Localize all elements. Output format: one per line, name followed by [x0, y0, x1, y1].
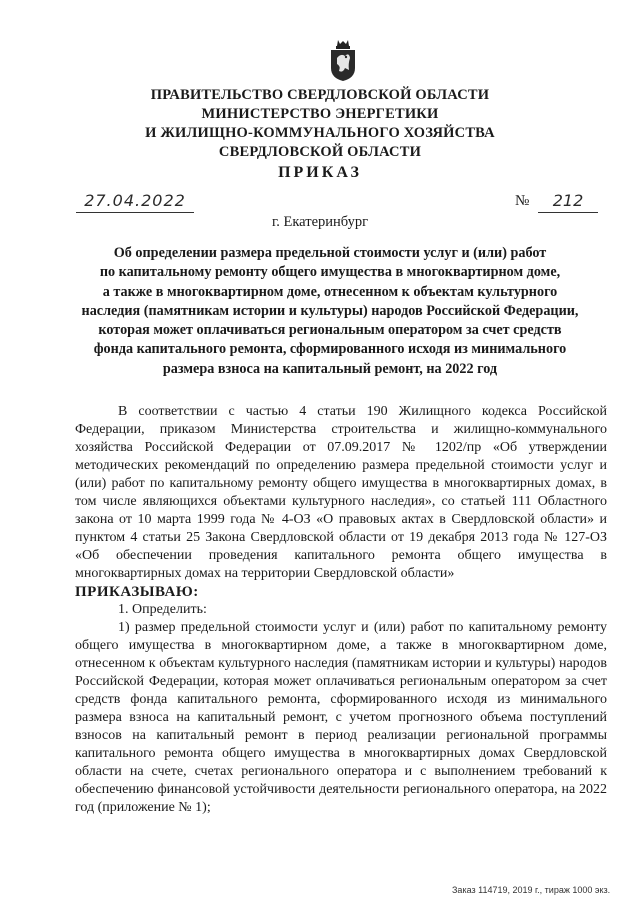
order-date: 27.04.2022 — [76, 192, 194, 213]
title-line: а также в многоквартирном доме, отнесенном к объектам культурного — [102, 283, 558, 300]
header-line: СВЕРДЛОВСКОЙ ОБЛАСТИ — [218, 144, 422, 160]
title-line: которая может оплачиваться региональным оператором за счет средств — [98, 322, 562, 339]
order-directive: ПРИКАЗЫВАЮ: — [75, 584, 199, 600]
document-title — [70, 244, 590, 379]
issuing-authority-header — [0, 86, 640, 184]
order-heading: ПРИКАЗ — [278, 164, 362, 181]
title-line: по капитальному ремонту общего имущества в многоквартирном доме, — [99, 264, 561, 281]
city-line: г. Екатеринбург — [271, 214, 369, 230]
title-line: фонда капитального ремонта, сформированного исходя из минимального — [93, 341, 567, 358]
coat-of-arms-emblem — [329, 38, 357, 82]
header-line: И ЖИЛИЩНО-КОММУНАЛЬНОГО ХОЗЯЙСТВА — [145, 125, 495, 141]
document-body — [75, 403, 607, 817]
order-number: 212 — [538, 192, 598, 213]
clause-1-1: 1) размер предельной стоимости услуг и (или) работ по капитальному ремонту общего имущества в многоквартирном доме, а также в многоквартирном доме, отнесенном к объектам культурного наследия (памятникам истории и культуры) народов Российской Федерации, которая может оплачиваться региональным оператором за счет средств фонда капитального ремонта, сформированного исходя из минимального размера взноса на капитальный ремонт, с учетом прогнозного объема поступлений взносов на капитальный ремонт в период реализации региональной программы капитального ремонта общего имущества в многоквартирных домах Свердловской области на счете, счетах регионального оператора и с выполнением требований к обеспечению финансовой устойчивости деятельности регионального оператора, на 2022 год (приложение № 1); — [75, 620, 607, 815]
clause-1: 1. Определить: — [118, 602, 207, 617]
header-line: ПРАВИТЕЛЬСТВО СВЕРДЛОВСКОЙ ОБЛАСТИ — [150, 87, 490, 103]
header-line: МИНИСТЕРСТВО ЭНЕРГЕТИКИ — [201, 106, 439, 122]
preamble-paragraph: В соответствии с частью 4 статьи 190 Жилищного кодекса Российской Федерации, приказом Министерства строительства и жилищно-коммунального хозяйства Российской Федерации от 07.09.2017 № 1202/пр «Об утверждении методических рекомендаций по определению размера предельной стоимости услуг и (или) работ по капитальному ремонту общего имущества в многоквартирных домах, в том числе являющихся объектами культурного наследия», со статьей 111 Областного закона от 10 марта 1999 года № 4-ОЗ «О правовых актах в Свердловской области» и пунктом 4 статьи 25 Закона Свердловской области от 19 декабря 2013 года № 127-ОЗ «Об обеспечении проведения капитального ремонта общего имущества в многоквартирных домах на территории Свердловской области» — [75, 404, 607, 581]
title-line: наследия (памятникам истории и культуры) народов Российской Федерации, — [81, 302, 579, 319]
order-number-label: № — [515, 193, 530, 209]
print-footer: Заказ 114719, 2019 г., тираж 1000 экз. — [452, 885, 611, 895]
title-line: размера взноса на капитальный ремонт, на 2022 год — [162, 360, 498, 377]
title-line: Об определении размера предельной стоимости услуг и (или) работ — [113, 245, 547, 261]
